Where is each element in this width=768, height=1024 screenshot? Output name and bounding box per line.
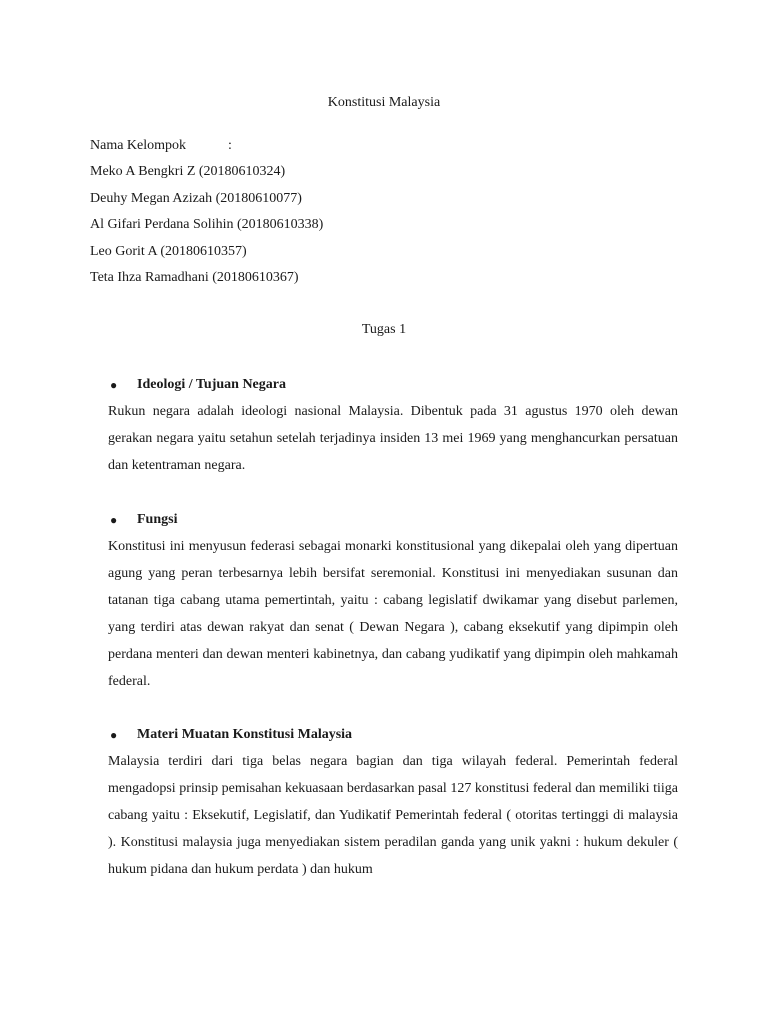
group-label-row [90,133,690,159]
group-label: Nama Kelompok [90,138,187,153]
member-name: Leo Gorit A (20180610357) [90,243,247,259]
section-heading [108,376,678,394]
section-fungsi [108,511,678,695]
member-name: Teta Ihza Ramadhani (20180610367) [90,270,299,286]
assignment-subtitle: Tugas 1 [361,322,407,337]
section-heading-text: Fungsi [137,512,178,527]
group-members-block [90,133,690,291]
section-heading-text: Materi Muatan Konstitusi Malaysia [137,727,353,742]
member-name: Al Gifari Perdana Solihin (20180610338) [90,217,324,233]
section-paragraph: Malaysia terdiri dari tiga belas negara bagian dan tiga wilayah federal. Pemerintah federal mengadopsi prinsip pemisahan kekuasaan berdasarkan pasal 127 konstitusi federal dan memiliki tiiga cabang yaitu : Eksekutif, Legislatif, dan Yudikatif Pemerintah federal ( otoritas tertinggi di malaysia ). Konstitusi malaysia juga menyediakan sistem peradilan ganda yang unik yakni : hukum dekuler ( hukum pidana dan hukum perdata ) dan hukum [108,754,678,877]
section-paragraph: Rukun negara adalah ideologi nasional Malaysia. Dibentuk pada 31 agustus 1970 oleh dewan gerakan negara yaitu setahun setelah terjadinya insiden 13 mei 1969 yang menghancurkan persatuan dan ketentraman negara. [108,404,678,473]
section-paragraph: Konstitusi ini menyusun federasi sebagai monarki konstitusional yang dikepalai oleh yang dipertuan agung yang peran terbesarnya lebih bersifat seremonial. Konstitusi ini menyediakan susunan dan tatanan tiga cabang utama pemertintah, yaitu : cabang legislatif dwikamar yang disebut parlemen, yang terdiri atas dewan rakyat dan senat ( Dewan Negara ), cabang eksekutif yang dipimpin oleh perdana menteri dan dewan menteri kabinetnya, dan cabang yudikatif yang dipimpin oleh mahkamah federal. [108,539,678,689]
section-materi-muatan [108,726,678,883]
member-name: Meko A Bengkri Z (20180610324) [90,164,286,180]
bullet-icon: ● [110,728,118,742]
section-heading-text: Ideologi / Tujuan Negara [137,377,286,392]
member-name: Deuhy Megan Azizah (20180610077) [90,190,302,206]
group-colon: : [228,138,232,153]
section-heading [108,511,678,529]
section-ideologi [108,376,678,479]
bullet-icon: ● [110,513,118,527]
bullet-icon: ● [110,378,118,392]
document-title: Konstitusi Malaysia [327,95,441,110]
section-heading [108,726,678,744]
